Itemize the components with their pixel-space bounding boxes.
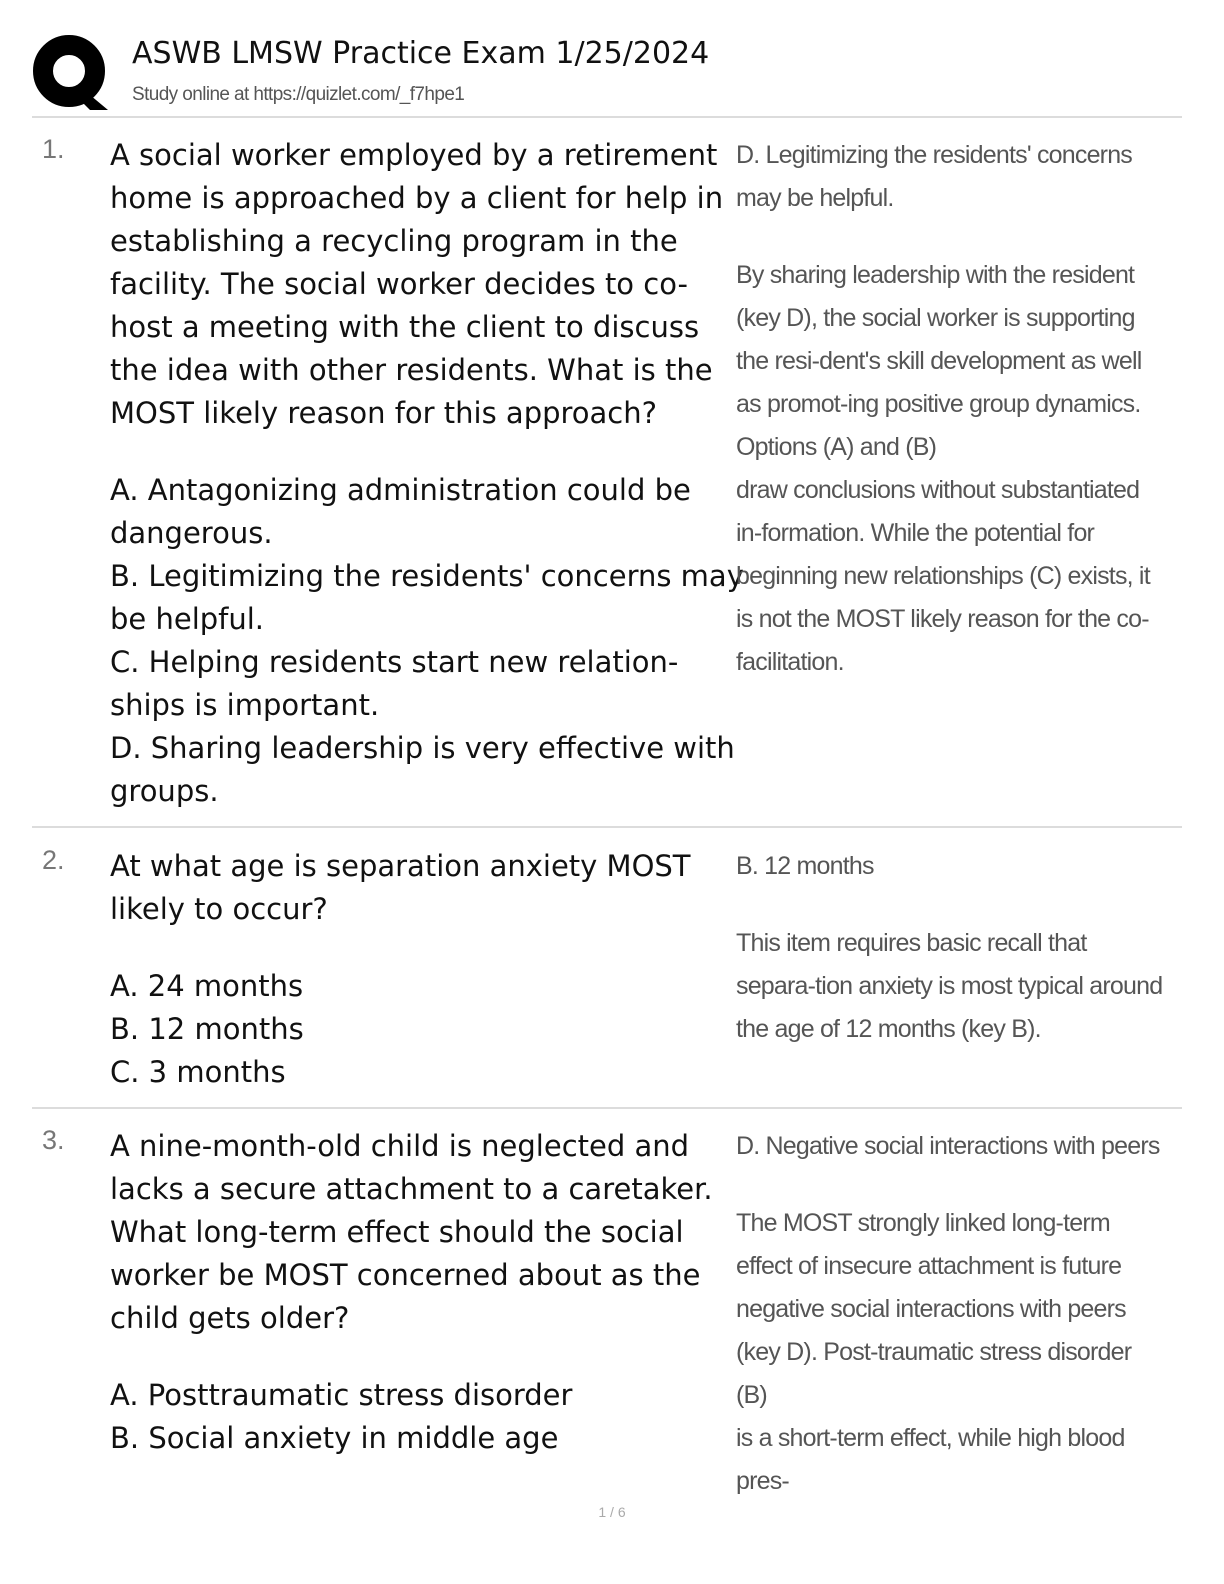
card-question-block <box>110 134 750 813</box>
card-answer-block <box>736 845 1168 1051</box>
option-b: B. 12 months <box>110 1012 304 1046</box>
explanation-text: draw conclusions without substantiated in-formation. While the potential for beginning new relationships (C) exists, it is not the MOST likely reason for the co-facilitation. <box>736 476 1150 676</box>
answer-text: D. Negative social interactions with peers <box>736 1132 1160 1160</box>
explanation-text: By sharing leadership with the resident (key D), the social worker is supporting the resi-dent's skill development as well as promot-ing positive group dynamics. Options (A) and (B) <box>736 261 1142 461</box>
flashcard-3 <box>32 1125 1182 1495</box>
explanation-text: The MOST strongly linked long-term effect of insecure attachment is future negative social interactions with peers (key D). Post-traumatic stress disorder (B) <box>736 1209 1132 1409</box>
question-text: A nine-month-old child is neglected and lacks a secure attachment to a caretaker. What long-term effect should the social worker be MOST concerned about as the child gets older? <box>110 1129 713 1335</box>
card-number: 2. <box>42 845 65 875</box>
flashcard-1 <box>32 134 1182 828</box>
answer-text: B. 12 months <box>736 852 874 880</box>
answer-options <box>110 1374 750 1460</box>
option-d: D. Sharing leadership is very effective with groups. <box>110 731 735 808</box>
option-b: B. Legitimizing the residents' concerns may be helpful. <box>110 559 744 636</box>
card-question-block <box>110 1125 750 1460</box>
card-number: 3. <box>42 1125 65 1155</box>
option-a: A. Antagonizing administration could be dangerous. <box>110 473 691 550</box>
page-header <box>32 30 1182 118</box>
page-title: ASWB LMSW Practice Exam 1/25/2024 <box>132 36 710 71</box>
card-answer-block <box>736 1125 1168 1503</box>
question-text: A social worker employed by a retirement home is approached by a client for help in establishing a recycling program in the facility. The social worker decides to co-host a meeting with the client to discuss the idea with other residents. What is the MOST likely reason for this approach? <box>110 138 724 430</box>
option-b: B. Social anxiety in middle age <box>110 1421 559 1455</box>
explanation-text: is a short-term effect, while high blood pres- <box>736 1424 1125 1495</box>
question-text: At what age is separation anxiety MOST likely to occur? <box>110 849 691 926</box>
card-answer-block <box>736 134 1168 684</box>
option-a: A. Posttraumatic stress disorder <box>110 1378 573 1412</box>
card-number: 1. <box>42 134 65 164</box>
card-question-block <box>110 845 750 1094</box>
option-c: C. 3 months <box>110 1055 286 1089</box>
answer-options <box>110 469 750 813</box>
answer-text: D. Legitimizing the residents' concerns may be helpful. <box>736 141 1132 212</box>
option-a: A. 24 months <box>110 969 304 1003</box>
option-c: C. Helping residents start new relation-ships is important. <box>110 645 679 722</box>
flashcard-2 <box>32 845 1182 1109</box>
answer-options <box>110 965 750 1094</box>
explanation-text: This item requires basic recall that separa-tion anxiety is most typical around the age of 12 months (key B). <box>736 929 1163 1043</box>
page-indicator: 1 / 6 <box>598 1504 626 1520</box>
study-online-link[interactable]: Study online at https://quizlet.com/_f7hpe1 <box>132 84 465 105</box>
quizlet-logo-icon <box>32 34 110 112</box>
